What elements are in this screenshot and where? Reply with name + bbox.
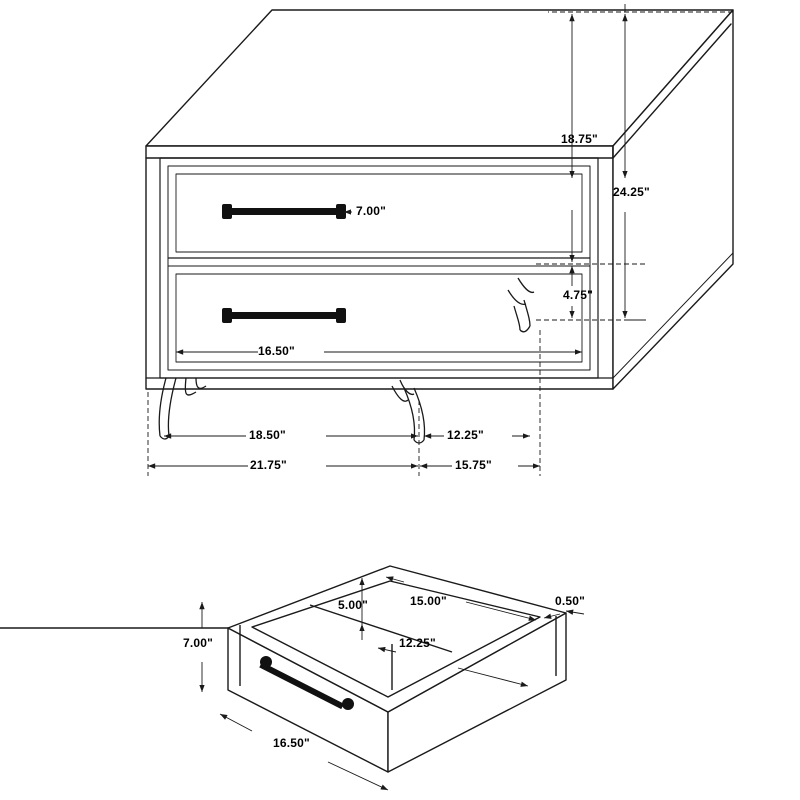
label-drawer-side-thickness: 0.50" — [555, 594, 586, 608]
label-front-height-to-top: 18.75" — [561, 132, 598, 146]
label-overall-width: 21.75" — [250, 458, 287, 472]
label-top-drawer-handle: 7.00" — [356, 204, 387, 218]
label-overall-height: 24.25" — [613, 185, 650, 199]
label-front-width-base: 18.50" — [249, 428, 286, 442]
label-side-depth-base: 12.25" — [447, 428, 484, 442]
label-drawer-interior-span: 12.25" — [399, 636, 436, 650]
nightstand-body — [146, 10, 733, 389]
label-overall-depth: 15.75" — [455, 458, 492, 472]
label-base-height: 4.75" — [563, 288, 594, 302]
label-drawer-height: 7.00" — [183, 636, 214, 650]
label-drawer-interior-width: 15.00" — [410, 594, 447, 608]
label-drawer-width: 16.50" — [273, 736, 310, 750]
label-drawer-front-width: 16.50" — [258, 344, 295, 358]
label-drawer-interior-depth: 5.00" — [338, 598, 369, 612]
